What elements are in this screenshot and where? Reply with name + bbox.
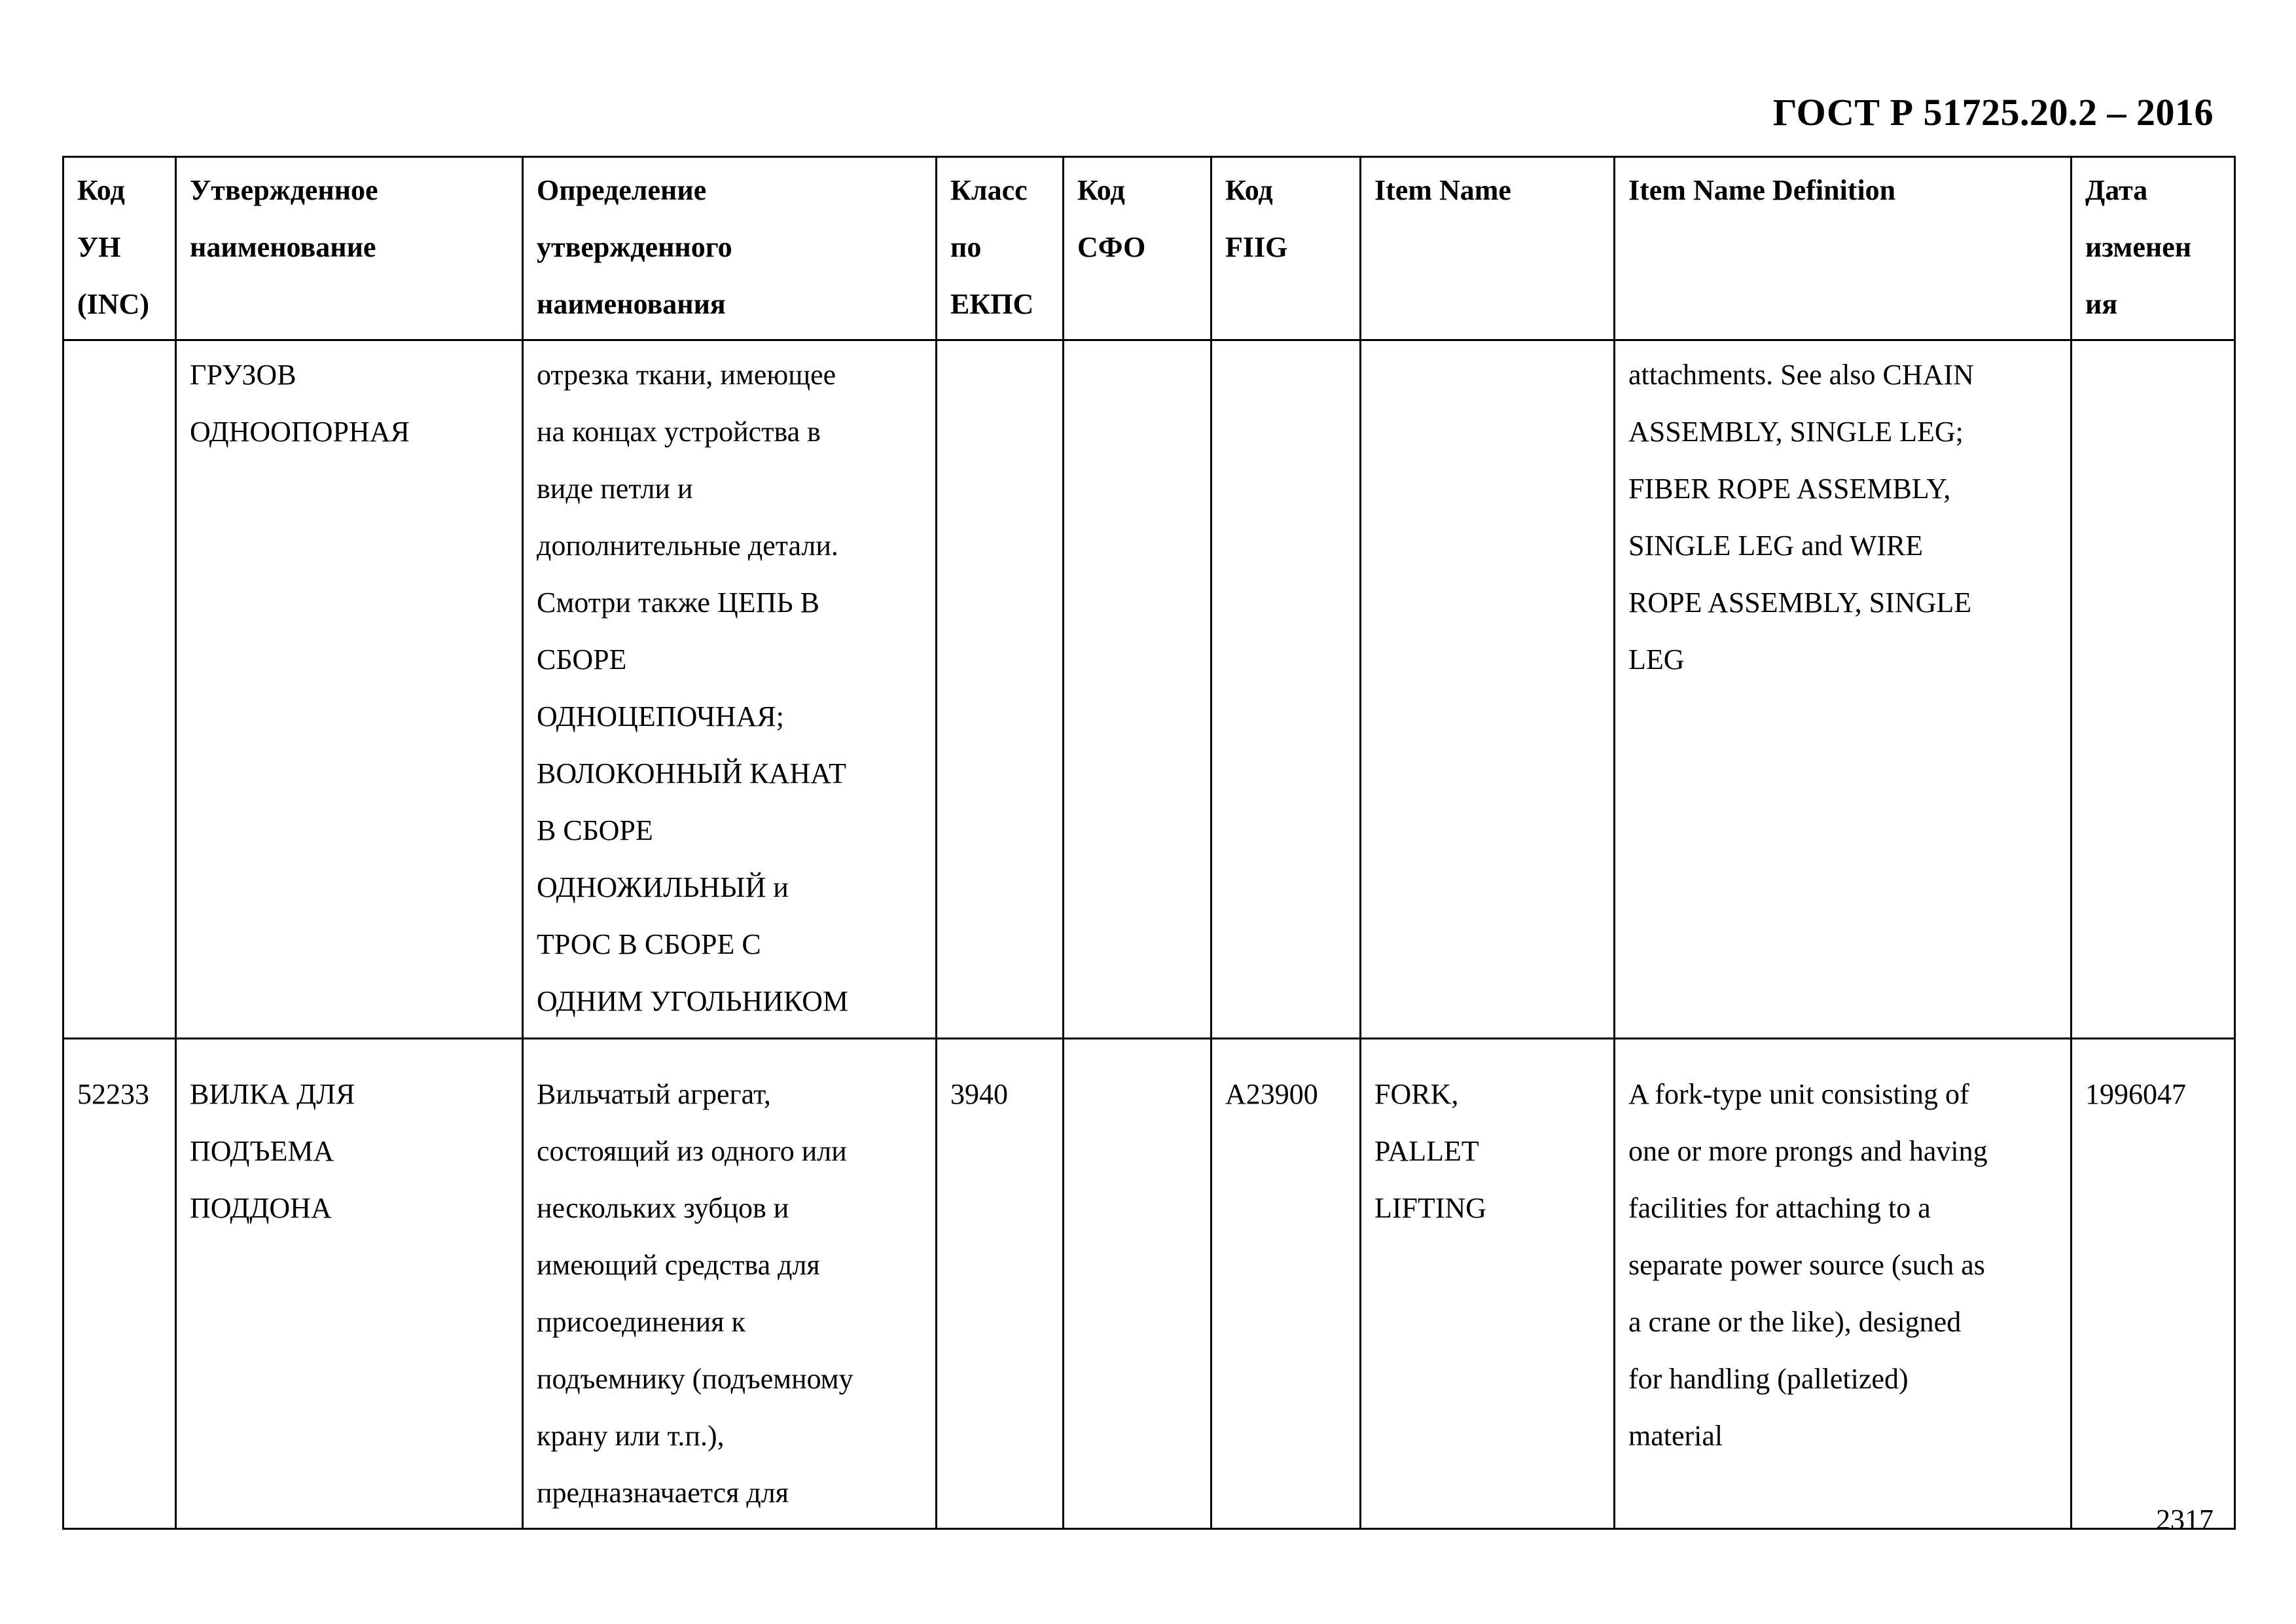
cell-fiig-code (1211, 340, 1361, 1039)
cell-approved-name: ВИЛКА ДЛЯ ПОДЪЕМА ПОДДОНА (176, 1039, 523, 1529)
table-row (63, 340, 2235, 1039)
table-row (63, 1039, 2235, 1529)
header-definition: Определение утвержденного наименования (523, 157, 937, 340)
cell-sfo-code (1064, 340, 1211, 1039)
header-approved-name: Утвержденное наименование (176, 157, 523, 340)
header-item-name-definition: Item Name Definition (1615, 157, 2072, 340)
cell-item-name (1361, 340, 1615, 1039)
cell-fiig-code: A23900 (1211, 1039, 1361, 1529)
cell-ekps-class (937, 340, 1064, 1039)
cell-sfo-code (1064, 1039, 1211, 1529)
cell-item-name-definition: A fork-type unit consisting of one or more prongs and having facilities for attaching to a separate power source (such as a crane or the like), designed for handling (palletized) material (1615, 1039, 2072, 1529)
cell-inc (63, 340, 176, 1039)
cell-approved-name: ГРУЗОВ ОДНООПОРНАЯ (176, 340, 523, 1039)
cell-change-date: 1996047 (2072, 1039, 2235, 1529)
classifier-table (62, 156, 2236, 1530)
header-item-name: Item Name (1361, 157, 1615, 340)
cell-definition: Вильчатый агрегат, состоящий из одного или нескольких зубцов и имеющий средства для присоединения к подъемнику (подъемному крану или т.п.), предназначается для (523, 1039, 937, 1529)
header-inc: Код УН (INC) (63, 157, 176, 340)
header-ekps-class: Класс по ЕКПС (937, 157, 1064, 340)
table-header-row (63, 157, 2235, 340)
document-header: ГОСТ Р 51725.20.2 – 2016 (1772, 91, 2214, 134)
cell-definition: отрезка ткани, имеющее на концах устройства в виде петли и дополнительные детали. Смотри также ЦЕПЬ В СБОРЕ ОДНОЦЕПОЧНАЯ; ВОЛОКОННЫЙ КАНАТ В СБОРЕ ОДНОЖИЛЬНЫЙ и ТРОС В СБОРЕ С ОДНИМ УГОЛЬНИКОМ (523, 340, 937, 1039)
cell-ekps-class: 3940 (937, 1039, 1064, 1529)
cell-change-date (2072, 340, 2235, 1039)
cell-item-name: FORK, PALLET LIFTING (1361, 1039, 1615, 1529)
header-change-date: Дата изменен ия (2072, 157, 2235, 340)
header-fiig-code: Код FIIG (1211, 157, 1361, 340)
page-number: 2317 (2156, 1504, 2214, 1536)
cell-item-name-definition: attachments. See also CHAIN ASSEMBLY, SINGLE LEG; FIBER ROPE ASSEMBLY, SINGLE LEG and WIRE ROPE ASSEMBLY, SINGLE LEG (1615, 340, 2072, 1039)
header-sfo-code: Код СФО (1064, 157, 1211, 340)
cell-inc: 52233 (63, 1039, 176, 1529)
